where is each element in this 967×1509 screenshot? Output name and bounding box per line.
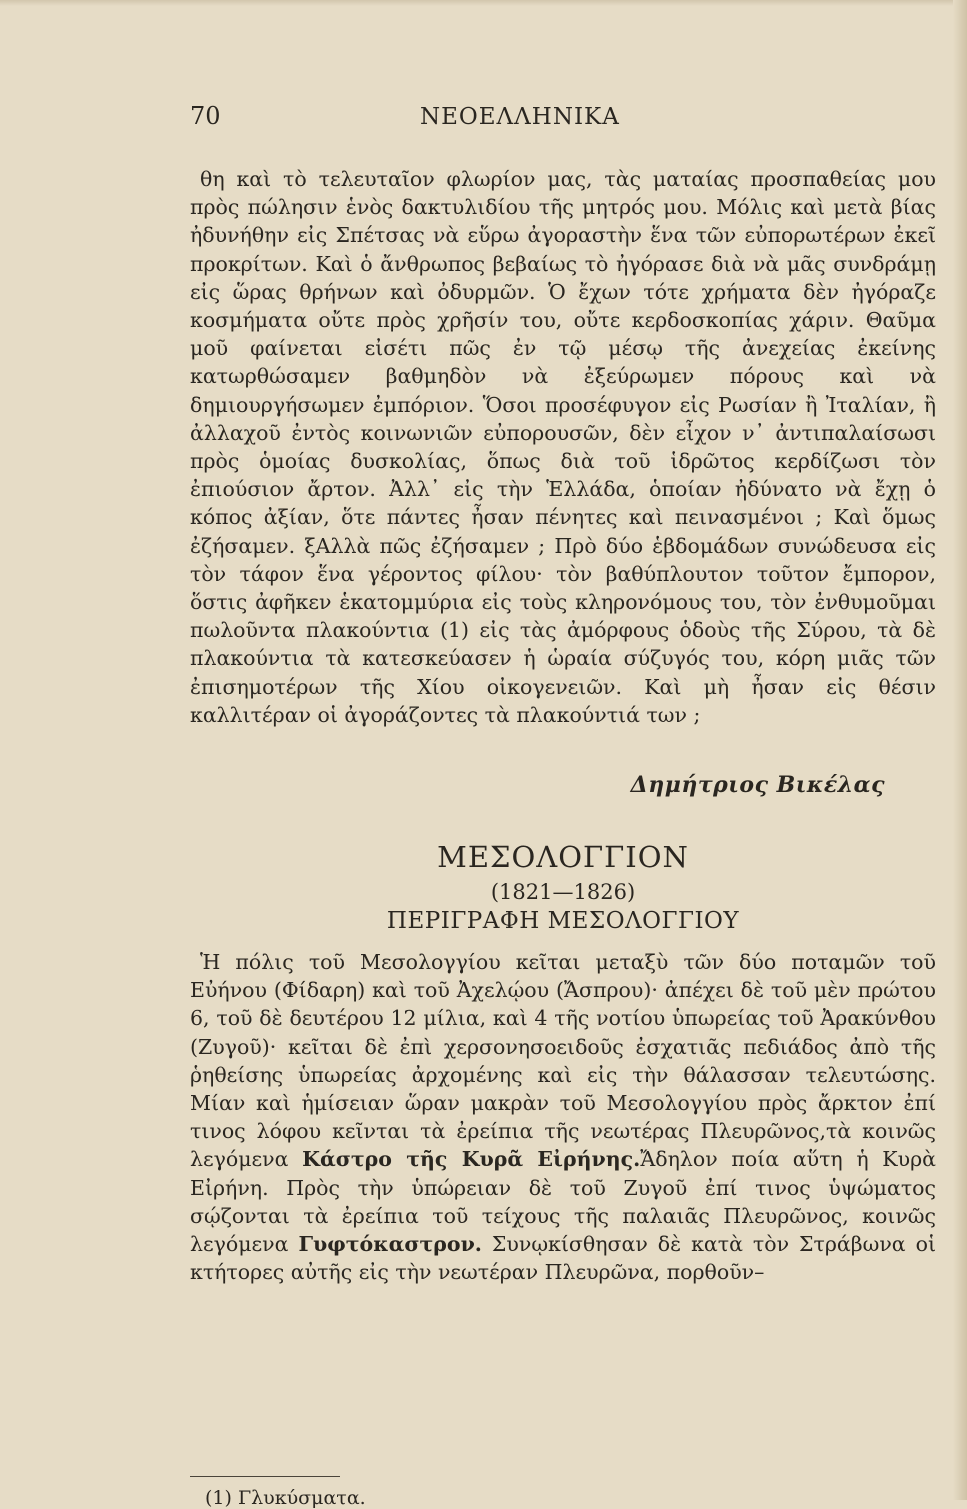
running-head: ΝΕΟΕΛΛΗΝΙΚΑ <box>420 104 620 130</box>
article-1-body <box>190 165 936 729</box>
section-subtitle: ΠΕΡΙΓΡΑΦΗ ΜΕΣΟΛΟΓΓΙΟΥ <box>386 908 740 934</box>
footnote: (1) Γλυκύσματα. <box>205 1487 366 1509</box>
author-signature: Δημήτριος Βικέλας <box>630 772 885 798</box>
page-number: 70 <box>190 102 221 130</box>
paragraph-end: Συνῳκίσθησαν δὲ κατὰ τὸν Στράβωνα οἱ κτήτορες αὐτῆς εἰς τὴν νεωτέραν Πλευρῶνα, πορθοῦν– <box>190 1232 936 1285</box>
section-title: ΜΕΣΟΛΟΓΓΙΟΝ <box>437 840 689 874</box>
paragraph-start: Ἡ πόλις τοῦ Μεσολογγίου κεῖται μεταξὺ τῶν δύο ποταμῶν τοῦ Εὐήνου (Φίδαρη) καὶ τοῦ Ἀχελῴου (Ἄσπρου)· ἀπέχει δὲ τοῦ μὲν πρώτου 6, τοῦ δὲ δευτέρου 12 μίλια, καὶ 4 τῆς νοτίου ὑπωρείας τοῦ Ἀρακύνθου (Ζυγοῦ)· κεῖται δὲ ἐπὶ χερσονησοειδοῦς ἐσχατιᾶς πεδιάδος ἀπὸ τῆς ῥηθείσης ὑπωρείας ἀρχομένης καὶ εἰς τὴν θάλασσαν τελευτώσης. Μίαν καὶ ἡμίσειαν ὥραν μακρὰν τοῦ Μεσολογγίου πρὸς ἄρκτον ἐπί τινος λόφου κεῖνται τὰ ἐρείπια τῆς νεωτέρας Πλευρῶνος,τὰ κοινῶς λεγόμενα <box>190 950 936 1172</box>
bold-place-name-1: Κάστρο τῆς Κυρᾶ Εἰρήνης. <box>302 1147 641 1172</box>
page-top-edge <box>0 0 967 6</box>
article-1-paragraph: θη καὶ τὸ τελευταῖον φλωρίον μας, τὰς ματαίας προσπαθείας μου πρὸς πώλησιν ἑνὸς δακτυλιδίου τῆς μητρός μου. Μόλις καὶ μετὰ βίας ἠδυνήθην εἰς Σπέτσας νὰ εὕρω ἀγοραστὴν ἕνα τῶν εὐπορωτέρων ἐκεῖ προκρίτων. Καὶ ὁ ἄνθρωπος βεβαίως τὸ ἠγόρασε διὰ νὰ μᾶς συνδράμῃ εἰς ὥρας θρήνων καὶ ὀδυρμῶν. Ὁ ἔχων τότε χρήματα δὲν ἠγόραζε κοσμήματα οὔτε πρὸς χρῆσίν του, οὔτε κερδοσκοπίας χάριν. Θαῦμα μοῦ φαίνεται εἰσέτι πῶς ἐν τῷ μέσῳ τῆς ἀνεχείας ἐκείνης κατωρθώσαμεν βαθμηδὸν νὰ ἐξεύρωμεν πόρους καὶ νὰ δημιουργήσωμεν ἐμπόριον. Ὅσοι προσέφυγον εἰς Ρωσίαν ἢ Ἰταλίαν, ἢ ἀλλαχοῦ ἐντὸς κοινωνιῶν εὐπορουσῶν, δὲν εἶχον ν᾽ ἀντιπαλαίσωσι πρὸς ὁμοίας δυσκολίας, ὅπως διὰ τοῦ ἱδρῶτος κερδίζωσι τὸν ἐπιούσιον ἄρτον. Ἀλλ᾽ εἰς τὴν Ἑλλάδα, ὁποίαν ἠδύνατο νὰ ἔχῃ ὁ κόπος ἀξίαν, ὅτε πάντες ἦσαν πένητες καὶ πεινασμένοι ; Καὶ ὅμως ἐζήσαμεν. ξΑλλὰ πῶς ἐζήσαμεν ; Πρὸ δύο ἑβδομάδων συνώδευσα εἰς τὸν τάφον ἕνα γέροντος φίλου· τὸν βαθύπλουτον τοῦτον ἔμπορον, ὅστις ἀφῆκεν ἑκατομμύρια εἰς τοὺς κληρονόμους του, τὸν ἐνθυμοῦμαι πωλοῦντα πλακούντια (1) εἰς τὰς ἀμόρφους ὁδοὺς τῆς Σύρου, τὰ δὲ πλακούντια τὰ κατεσκεύασεν ἡ ὡραία σύζυγός του, κόρη μιᾶς τῶν ἐπισημοτέρων τῆς Χίου οἰκογενειῶν. Καὶ μὴ ἦσαν εἰς θέσιν καλλιτέραν οἱ ἀγοράζοντες τὰ πλακούντιά των ; <box>190 167 936 727</box>
paragraph-mid: Ἄδηλον ποία αὕτη ἡ Κυρὰ Εἰρήνη. Πρὸς τὴν ὑπώρειαν δὲ τοῦ Ζυγοῦ ἐπί τινος ὑψώματος σῴζονται τὰ ἐρείπια τοῦ τείχους τῆς παλαιᾶς Πλευρῶνος, κοινῶς λεγόμενα <box>190 1147 936 1257</box>
bold-place-name-2: Γυφτόκαστρον. <box>298 1232 482 1257</box>
article-2-paragraph <box>190 948 936 1286</box>
section-years: (1821—1826) <box>490 880 636 904</box>
page-right-edge <box>953 0 967 1500</box>
footnote-divider <box>190 1476 340 1477</box>
page-header <box>190 102 930 142</box>
article-2-body <box>190 948 936 1286</box>
